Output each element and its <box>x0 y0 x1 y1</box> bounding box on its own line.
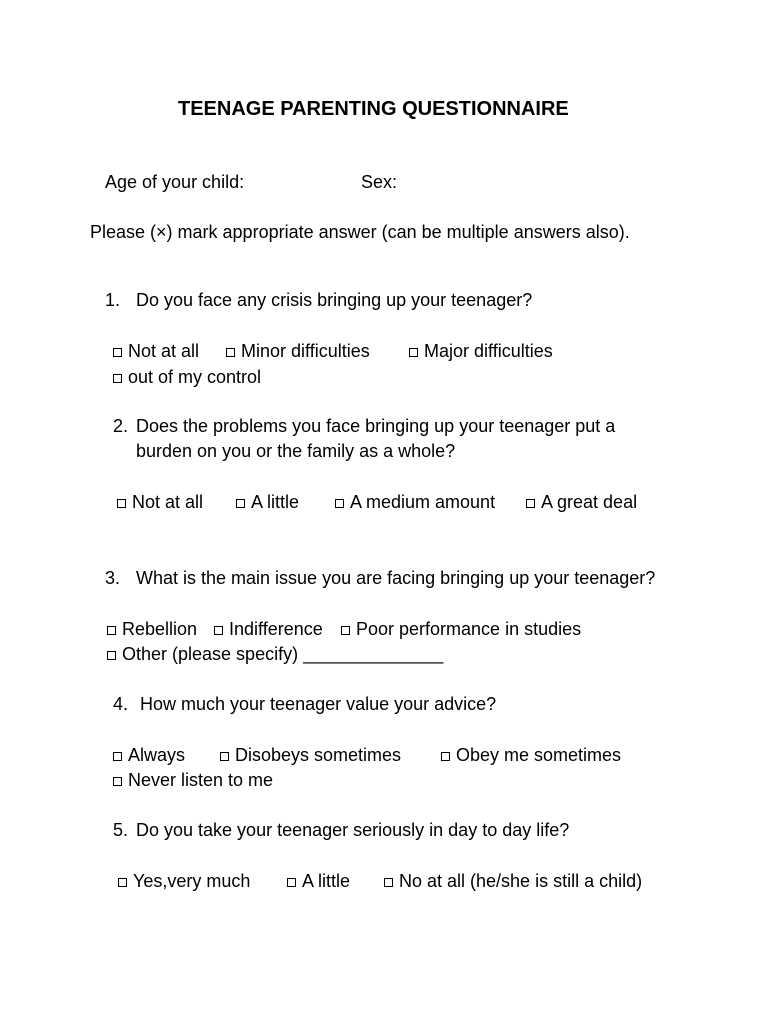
question-4-number: 4. <box>113 694 129 714</box>
q1-option-out-of-control[interactable] <box>113 366 261 388</box>
q4-option-obey-sometimes[interactable] <box>441 744 621 766</box>
question-2-number: 2. <box>113 416 129 436</box>
option-label: No at all (he/she is still a child) <box>399 871 643 891</box>
question-2-text-line-1: Does the problems you face bringing up your teenager put a <box>136 416 616 436</box>
option-label: out of my control <box>128 367 262 387</box>
page-title: TEENAGE PARENTING QUESTIONNAIRE <box>178 98 569 120</box>
question-4-text: How much your teenager value your advice? <box>140 694 497 714</box>
checkbox-icon[interactable] <box>236 499 245 508</box>
option-label: A great deal <box>541 492 638 512</box>
sex-field-label: Sex: <box>361 172 398 192</box>
option-label: Not at all <box>128 341 200 361</box>
checkbox-icon[interactable] <box>287 878 296 887</box>
question-3-text: What is the main issue you are facing bringing up your teenager? <box>136 568 656 588</box>
q1-option-minor-difficulties[interactable] <box>226 340 370 362</box>
q2-option-great-deal[interactable] <box>526 491 637 513</box>
q3-option-rebellion[interactable] <box>107 618 197 640</box>
checkbox-icon[interactable] <box>220 752 229 761</box>
checkbox-icon[interactable] <box>341 626 350 635</box>
q3-option-poor-performance[interactable] <box>341 618 581 640</box>
q5-option-a-little[interactable] <box>287 870 350 892</box>
checkbox-icon[interactable] <box>409 348 418 357</box>
q2-option-not-at-all[interactable] <box>117 491 203 513</box>
checkbox-icon[interactable] <box>384 878 393 887</box>
question-5-number: 5. <box>113 820 129 840</box>
q5-option-not-at-all[interactable] <box>384 870 642 892</box>
q4-option-never-listen[interactable] <box>113 769 273 791</box>
option-label: Not at all <box>132 492 204 512</box>
checkbox-icon[interactable] <box>526 499 535 508</box>
checkbox-icon[interactable] <box>335 499 344 508</box>
q2-option-a-little[interactable] <box>236 491 299 513</box>
option-label: A medium amount <box>350 492 496 512</box>
checkbox-icon[interactable] <box>113 348 122 357</box>
option-label: Other (please specify) ______________ <box>122 644 444 664</box>
checkbox-icon[interactable] <box>117 499 126 508</box>
checkbox-icon[interactable] <box>107 626 116 635</box>
option-label: Yes,very much <box>133 871 251 891</box>
q3-option-other[interactable] <box>107 643 443 665</box>
option-label: Disobeys sometimes <box>235 745 402 765</box>
option-label: A little <box>302 871 351 891</box>
option-label: Obey me sometimes <box>456 745 622 765</box>
q1-option-major-difficulties[interactable] <box>409 340 553 362</box>
option-label: Minor difficulties <box>241 341 370 361</box>
q4-option-always[interactable] <box>113 744 185 766</box>
option-label: A little <box>251 492 300 512</box>
q1-option-not-at-all[interactable] <box>113 340 199 362</box>
q5-option-very-much[interactable] <box>118 870 250 892</box>
age-field-label: Age of your child: <box>105 172 245 192</box>
instructions: Please (×) mark appropriate answer (can be multiple answers also). <box>90 222 630 242</box>
option-label: Poor performance in studies <box>356 619 582 639</box>
checkbox-icon[interactable] <box>214 626 223 635</box>
question-1-text: Do you face any crisis bringing up your teenager? <box>136 290 533 310</box>
checkbox-icon[interactable] <box>113 777 122 786</box>
option-label: Indifference <box>229 619 323 639</box>
question-3-number: 3. <box>105 568 121 588</box>
q4-option-disobeys-sometimes[interactable] <box>220 744 401 766</box>
checkbox-icon[interactable] <box>107 651 116 660</box>
q3-option-indifference[interactable] <box>214 618 323 640</box>
checkbox-icon[interactable] <box>113 374 122 383</box>
checkbox-icon[interactable] <box>118 878 127 887</box>
checkbox-icon[interactable] <box>441 752 450 761</box>
question-5-text: Do you take your teenager seriously in day to day life? <box>136 820 570 840</box>
option-label: Never listen to me <box>128 770 274 790</box>
q2-option-medium-amount[interactable] <box>335 491 495 513</box>
option-label: Rebellion <box>122 619 198 639</box>
question-1-number: 1. <box>105 290 121 310</box>
option-label: Always <box>128 745 186 765</box>
checkbox-icon[interactable] <box>113 752 122 761</box>
checkbox-icon[interactable] <box>226 348 235 357</box>
question-2-text-line-2: burden on you or the family as a whole? <box>136 441 456 461</box>
option-label: Major difficulties <box>424 341 553 361</box>
